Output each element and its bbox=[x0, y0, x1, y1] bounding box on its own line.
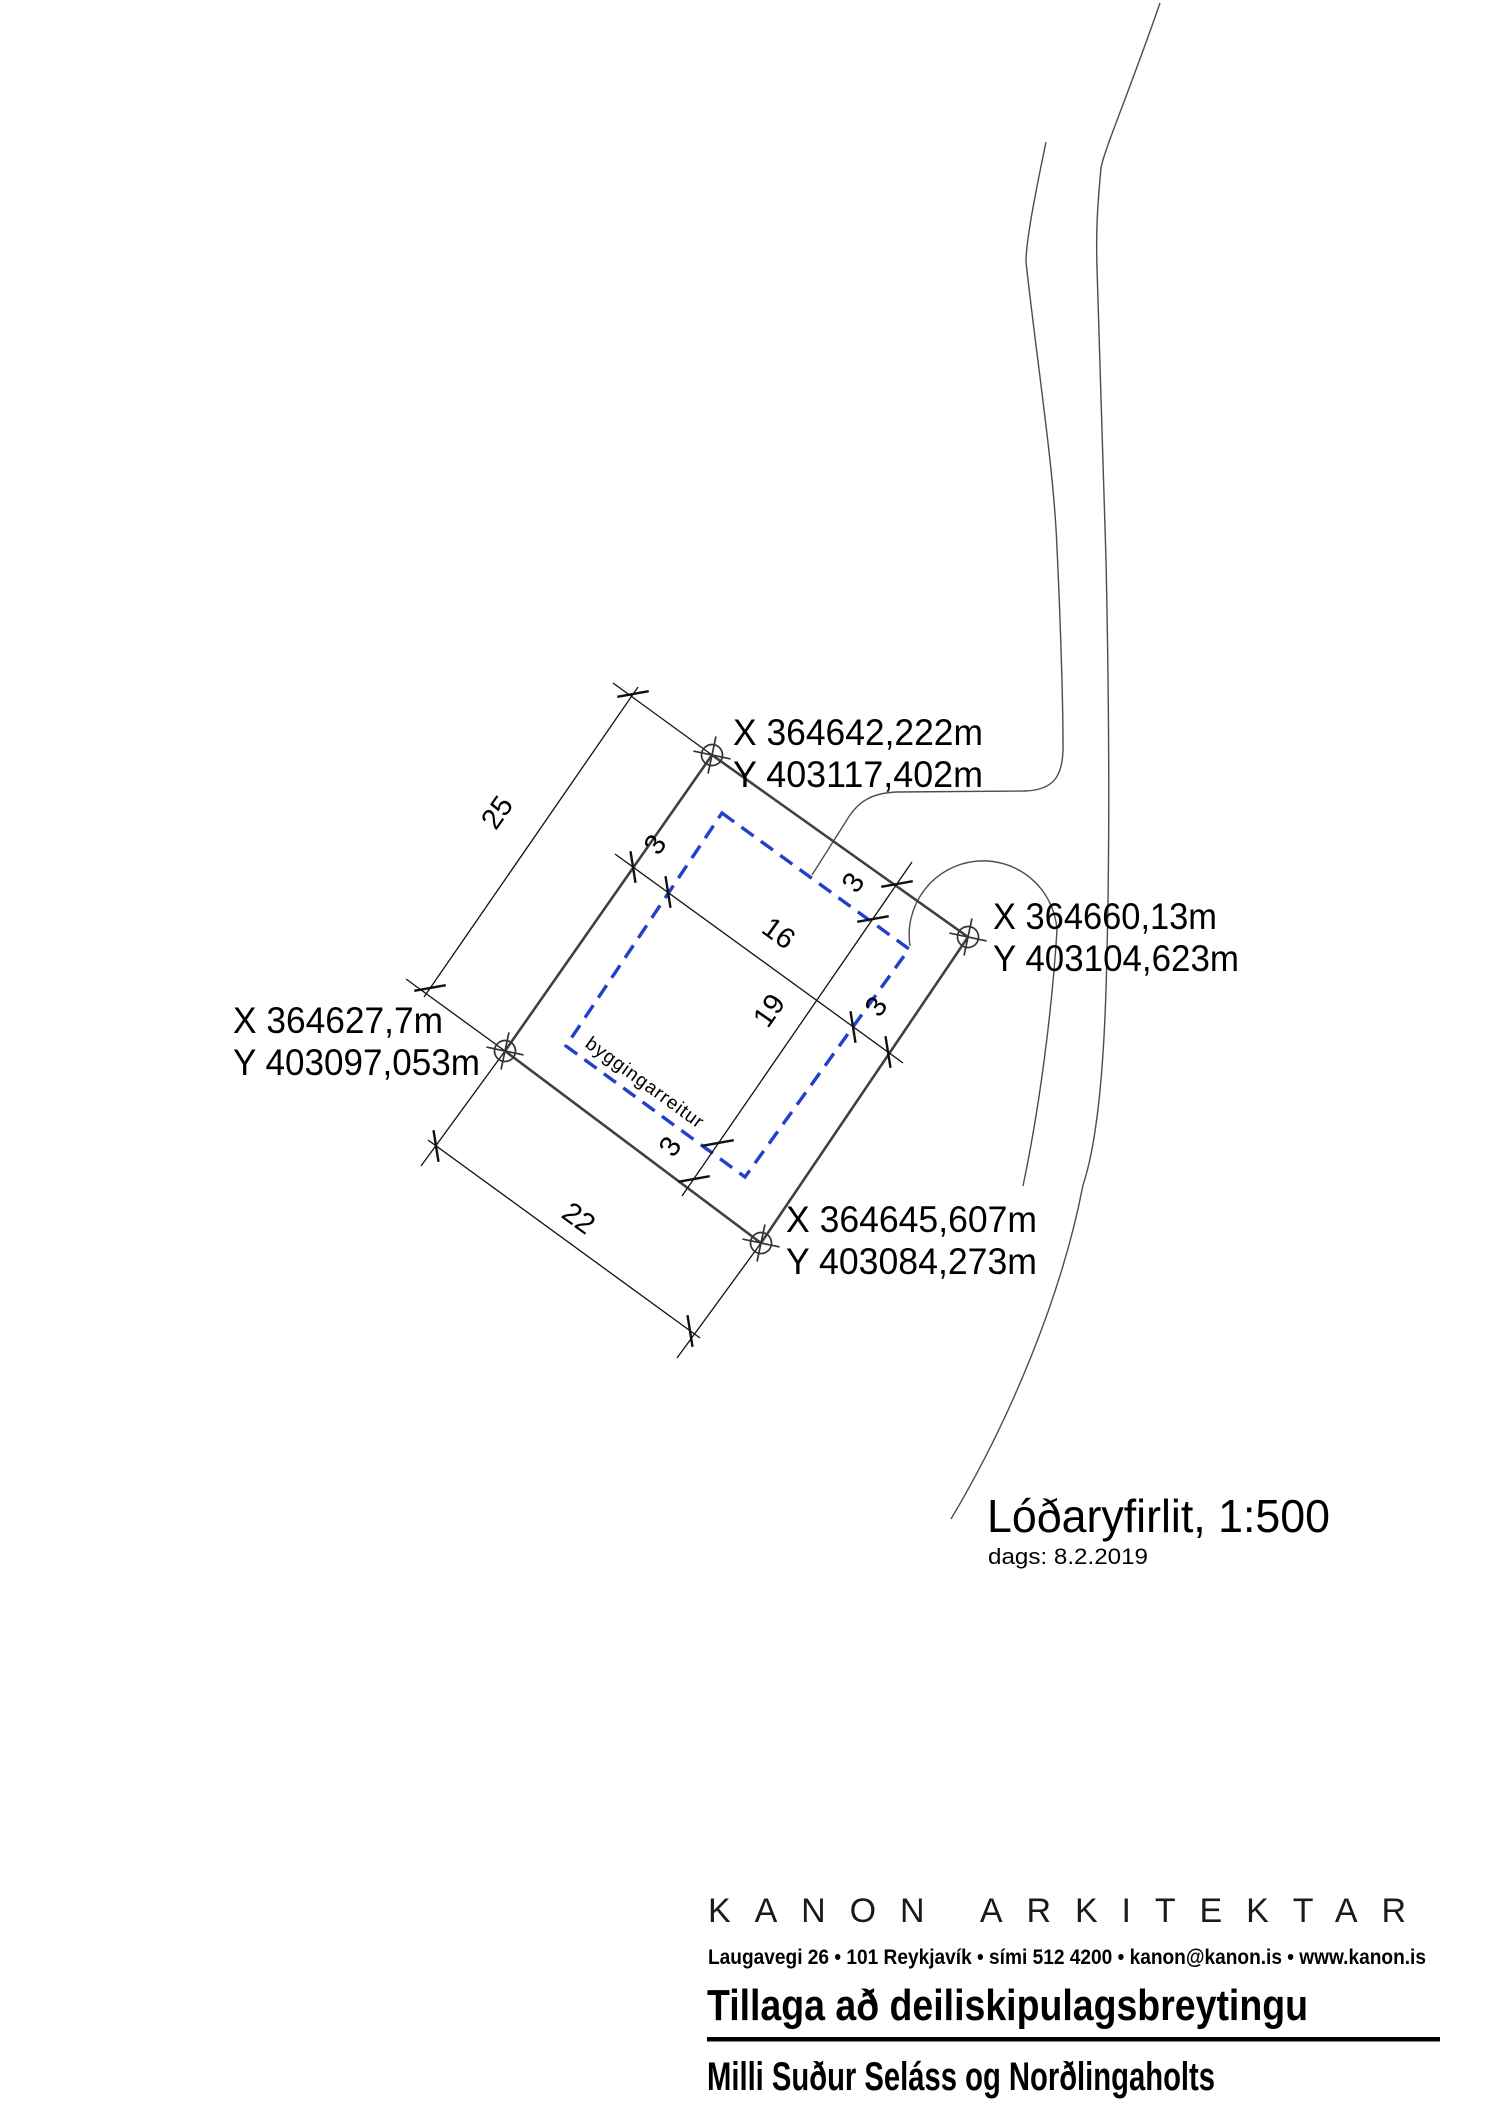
building-plot-label: byggingarreitur bbox=[581, 1033, 709, 1134]
architect-logo: KANON ARKITEKTAR bbox=[708, 1892, 1424, 1930]
coord-label-bottom bbox=[786, 1199, 1037, 1282]
dim-line-22 bbox=[428, 1140, 700, 1338]
dim-line-25 bbox=[424, 687, 638, 997]
coord-top-x: X 364642,222m bbox=[733, 712, 983, 753]
chain-line-3-19-3 bbox=[682, 862, 912, 1196]
dim-label-22: 22 bbox=[555, 1196, 601, 1242]
coord-right-x: X 364660,13m bbox=[993, 896, 1217, 937]
proposal-title: Tillaga að deiliskipulagsbreytingu bbox=[707, 1981, 1308, 2030]
corner-marker-left bbox=[482, 1028, 527, 1073]
dim-label-16: 16 bbox=[755, 911, 801, 957]
corner-marker-right bbox=[945, 914, 990, 959]
corner-marker-top bbox=[689, 732, 734, 777]
parcel-boundary bbox=[505, 755, 968, 1243]
dim-label-19: 19 bbox=[747, 988, 792, 1034]
coord-label-top bbox=[733, 712, 983, 795]
dim-label-25: 25 bbox=[475, 790, 520, 836]
dim-label-3-nw: 3 bbox=[637, 829, 674, 861]
corner-marker-bottom bbox=[738, 1220, 783, 1265]
architect-address: Laugavegi 26 • 101 Reykjavík • sími 512 4200 • kanon@kanon.is • www.kanon.is bbox=[708, 1946, 1426, 1969]
footer-divider-rule bbox=[707, 2037, 1440, 2042]
ext-line-22-bottom bbox=[677, 1243, 761, 1358]
coord-label-right bbox=[993, 896, 1239, 979]
drawing-title: Lóðaryfirlit, 1:500 bbox=[987, 1490, 1330, 1542]
coord-label-left bbox=[233, 1000, 480, 1083]
coord-bottom-x: X 364645,607m bbox=[786, 1199, 1037, 1240]
coord-top-y: Y 403117,402m bbox=[733, 754, 983, 795]
coord-left-x: X 364627,7m bbox=[233, 1000, 443, 1041]
dim-label-3-e: 3 bbox=[858, 991, 895, 1023]
coord-bottom-y: Y 403084,273m bbox=[786, 1241, 1037, 1282]
coord-left-y: Y 403097,053m bbox=[233, 1042, 480, 1083]
dim-label-3-s: 3 bbox=[652, 1131, 689, 1163]
coord-right-y: Y 403104,623m bbox=[993, 938, 1239, 979]
building-plot-dashed-outline bbox=[566, 813, 909, 1177]
proposal-subtitle: Milli Suður Seláss og Norðlingaholts bbox=[707, 2055, 1215, 2099]
drawing-date: dags: 8.2.2019 bbox=[988, 1544, 1148, 1569]
dim-label-3-ne: 3 bbox=[835, 867, 872, 899]
